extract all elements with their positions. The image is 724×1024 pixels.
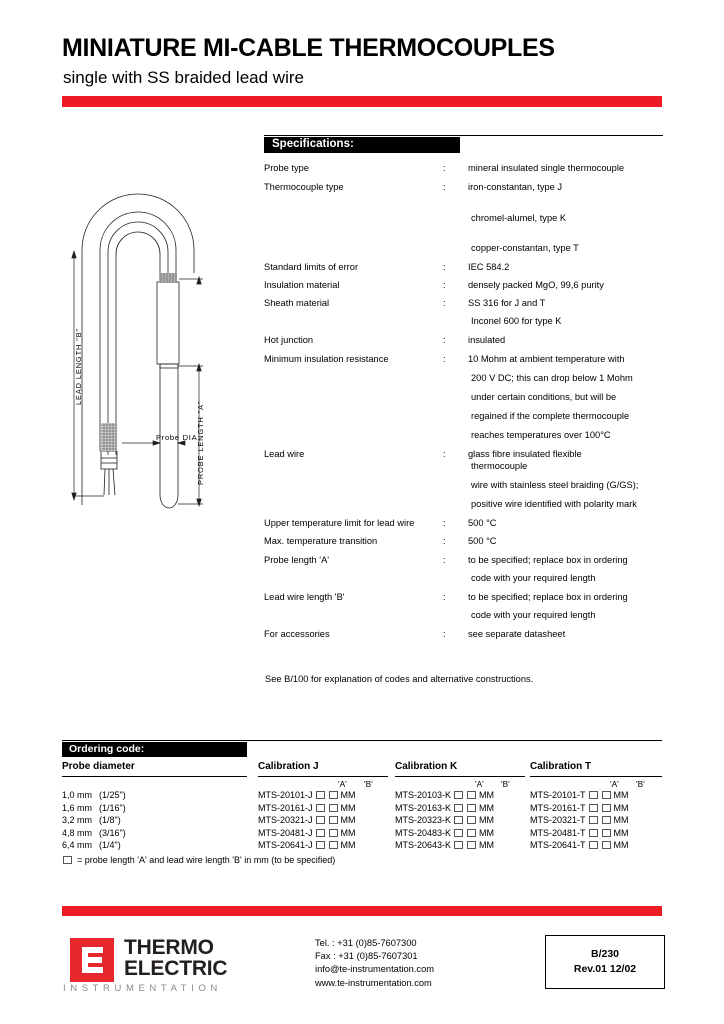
length-a-checkbox[interactable]	[589, 841, 598, 849]
length-a-checkbox[interactable]	[454, 804, 463, 812]
spec-colon: :	[443, 449, 446, 459]
spec-value: 500 °C	[468, 536, 497, 546]
spec-value: thermocouple	[471, 461, 528, 471]
diameter-inch: (1/4")	[99, 840, 121, 850]
sub-header-b: 'B'	[636, 779, 645, 789]
ordering-footnote	[62, 855, 335, 865]
specifications-rule	[264, 135, 663, 136]
ordering-code-cell	[258, 803, 356, 813]
ordering-code-cell	[395, 803, 494, 813]
ordering-code: MTS-20481-J	[258, 827, 313, 838]
spec-value: see separate datasheet	[468, 629, 566, 639]
ordering-code-cell	[530, 803, 629, 813]
ordering-code: MTS-20101-J	[258, 790, 313, 800]
ordering-code: MTS-20101-T	[530, 790, 586, 800]
length-a-checkbox[interactable]	[454, 841, 463, 849]
probe-diameter-cell	[62, 840, 121, 850]
spec-value: 200 V DC; this can drop below 1 Mohm	[471, 373, 633, 383]
length-a-checkbox[interactable]	[454, 829, 463, 837]
column-header-calibration-t: Calibration T	[530, 761, 592, 772]
specifications-heading-label: Specifications:	[272, 138, 354, 150]
checkbox-icon	[63, 856, 72, 864]
ordering-code-suffix: MM	[613, 815, 629, 825]
ordering-code-cell	[258, 840, 356, 850]
ordering-code-cell	[258, 790, 356, 800]
length-a-checkbox[interactable]	[589, 816, 598, 824]
ordering-code-cell	[395, 790, 494, 800]
length-b-checkbox[interactable]	[602, 791, 611, 799]
length-b-checkbox[interactable]	[602, 816, 611, 824]
spec-value: IEC 584.2	[468, 262, 510, 272]
ordering-code-cell	[395, 815, 494, 825]
ordering-code-suffix: MM	[479, 815, 495, 825]
ordering-code-cell	[530, 828, 629, 838]
spec-value: code with your required length	[471, 573, 596, 583]
probe-length-label: PROBE LENGTH "A"	[196, 400, 205, 485]
ordering-code: MTS-20481-T	[530, 827, 586, 838]
thermocouple-diagram-svg	[60, 155, 270, 515]
length-a-checkbox[interactable]	[316, 816, 325, 824]
length-b-checkbox[interactable]	[602, 804, 611, 812]
calibration-j-header-rule	[258, 776, 388, 777]
length-b-checkbox[interactable]	[329, 804, 338, 812]
contact-tel: Tel. : +31 (0)85-7607300	[315, 938, 417, 948]
length-b-checkbox[interactable]	[467, 816, 476, 824]
spec-label: Lead wire	[264, 449, 305, 459]
spec-colon: :	[443, 335, 446, 345]
spec-value: to be specified; replace box in ordering	[468, 592, 628, 602]
spec-label: For accessories	[264, 629, 330, 639]
ordering-heading	[62, 742, 247, 757]
ordering-code-suffix: MM	[340, 840, 356, 850]
spec-value: Inconel 600 for type K	[471, 316, 562, 326]
spec-colon: :	[443, 354, 446, 364]
ordering-code-suffix: MM	[479, 790, 495, 800]
ordering-code-cell	[395, 840, 494, 850]
document-code: B/230	[590, 948, 620, 960]
diameter-mm: 1,6 mm	[62, 802, 93, 813]
spec-label: Upper temperature limit for lead wire	[264, 518, 415, 528]
spec-value: wire with stainless steel braiding (G/GS);	[471, 480, 639, 490]
diameter-mm: 6,4 mm	[62, 840, 93, 850]
logo-text-instrumentation: INSTRUMENTATION	[63, 983, 222, 994]
spec-label: Minimum insulation resistance	[264, 354, 389, 364]
ordering-code-suffix: MM	[613, 827, 629, 838]
product-drawing	[60, 155, 270, 520]
spec-colon: :	[443, 182, 446, 192]
ordering-code-suffix: MM	[479, 827, 495, 838]
diameter-mm: 3,2 mm	[62, 815, 93, 825]
length-a-checkbox[interactable]	[316, 829, 325, 837]
spec-value: chromel-alumel, type K	[471, 213, 567, 223]
logo-text-electric: ELECTRIC	[124, 957, 228, 980]
spec-colon: :	[443, 536, 446, 546]
ordering-code: MTS-20641-T	[530, 840, 586, 850]
page-subtitle: single with SS braided lead wire	[63, 68, 304, 87]
spec-value: densely packed MgO, 99,6 purity	[468, 280, 604, 290]
ordering-code-cell	[530, 790, 629, 800]
column-header-diameter: Probe diameter	[62, 761, 135, 772]
column-header-calibration-j: Calibration J	[258, 761, 319, 772]
sub-header-b: 'B'	[501, 779, 510, 789]
ordering-code: MTS-20323-K	[395, 815, 452, 825]
length-a-checkbox[interactable]	[589, 829, 598, 837]
ordering-code-cell	[258, 828, 356, 838]
ordering-code: MTS-20321-J	[258, 815, 313, 825]
diameter-mm: 4,8 mm	[62, 827, 93, 838]
ordering-rule	[62, 740, 662, 741]
spec-colon: :	[443, 262, 446, 272]
spec-colon: :	[443, 163, 446, 173]
codes-note: See B/100 for explanation of codes and alternative constructions.	[265, 674, 534, 684]
spec-value: under certain conditions, but will be	[471, 392, 617, 402]
ordering-code: MTS-20161-T	[530, 802, 586, 813]
footer-accent-bar	[62, 906, 662, 916]
length-a-checkbox[interactable]	[454, 791, 463, 799]
ordering-code-cell	[258, 815, 356, 825]
length-b-checkbox[interactable]	[467, 841, 476, 849]
spec-colon: :	[443, 555, 446, 565]
contact-email[interactable]: info@te-instrumentation.com	[315, 964, 434, 975]
spec-colon: :	[443, 298, 446, 308]
diameter-mm: 1,0 mm	[62, 790, 93, 800]
length-b-checkbox[interactable]	[329, 841, 338, 849]
ordering-code: MTS-20161-J	[258, 802, 313, 813]
spec-label: Probe length 'A'	[264, 555, 330, 565]
ordering-code-suffix: MM	[340, 802, 356, 813]
page-title: MINIATURE MI-CABLE THERMOCOUPLES	[62, 34, 555, 62]
ordering-code-suffix: MM	[340, 827, 356, 838]
spec-value: SS 316 for J and T	[468, 298, 546, 308]
length-a-checkbox[interactable]	[454, 816, 463, 824]
spec-label: Standard limits of error	[264, 262, 359, 272]
length-b-checkbox[interactable]	[329, 816, 338, 824]
ordering-heading-label: Ordering code:	[69, 743, 145, 755]
spec-value: copper-constantan, type T	[471, 243, 579, 253]
header-accent-bar	[62, 96, 662, 107]
probe-dia-label: Probe DIA	[156, 433, 198, 442]
contact-website[interactable]: www.te-instrumentation.com	[315, 977, 432, 988]
diameter-header-rule	[62, 776, 247, 777]
ordering-code-cell	[530, 840, 629, 850]
length-b-checkbox[interactable]	[467, 804, 476, 812]
ordering-code-suffix: MM	[479, 840, 495, 850]
spec-label: Hot junction	[264, 335, 314, 345]
length-b-checkbox[interactable]	[467, 791, 476, 799]
spec-value: 10 Mohm at ambient temperature with	[468, 354, 625, 364]
spec-value: to be specified; replace box in ordering	[468, 555, 628, 565]
ordering-code-suffix: MM	[340, 790, 356, 800]
sub-header-b: 'B'	[364, 779, 373, 789]
ordering-code-suffix: MM	[479, 802, 495, 813]
probe-diameter-cell	[62, 828, 126, 838]
logo-text-thermo: THERMO	[124, 936, 214, 959]
length-b-checkbox[interactable]	[602, 829, 611, 837]
diameter-inch: (1/25")	[99, 790, 126, 800]
length-a-checkbox[interactable]	[316, 841, 325, 849]
spec-value: regained if the complete thermocouple	[471, 411, 630, 421]
spec-label: Sheath material	[264, 298, 330, 308]
spec-value: mineral insulated single thermocouple	[468, 163, 625, 173]
diameter-inch: (1/8")	[99, 815, 121, 825]
calibration-t-header-rule	[530, 776, 662, 777]
spec-label: Thermocouple type	[264, 182, 344, 192]
spec-value: reaches temperatures over 100°C	[471, 430, 611, 440]
ordering-code: MTS-20641-J	[258, 840, 313, 850]
diameter-inch: (1/16")	[99, 802, 126, 813]
length-b-checkbox[interactable]	[467, 829, 476, 837]
spec-label: Probe type	[264, 163, 309, 173]
spec-colon: :	[443, 592, 446, 602]
probe-diameter-cell	[62, 815, 121, 825]
sub-header-a: 'A'	[475, 779, 484, 789]
sub-header-a: 'A'	[338, 779, 347, 789]
lead-length-label: LEAD LENGTH "B"	[74, 327, 83, 405]
spec-value: code with your required length	[471, 610, 596, 620]
braid-texture	[101, 273, 177, 451]
length-a-checkbox[interactable]	[316, 804, 325, 812]
ordering-code-suffix: MM	[613, 802, 629, 813]
spec-colon: :	[443, 629, 446, 639]
length-a-checkbox[interactable]	[316, 791, 325, 799]
calibration-k-header-rule	[395, 776, 525, 777]
spec-value: positive wire identified with polarity mark	[471, 499, 637, 509]
probe-diameter-cell	[62, 790, 126, 800]
spec-label: Lead wire length 'B'	[264, 592, 345, 602]
ordering-code-suffix: MM	[613, 790, 629, 800]
spec-colon: :	[443, 518, 446, 528]
length-b-checkbox[interactable]	[329, 791, 338, 799]
ordering-code-suffix: MM	[613, 840, 629, 850]
diameter-inch: (3/16")	[99, 827, 126, 838]
ordering-code-cell	[530, 815, 629, 825]
ordering-code: MTS-20643-K	[395, 840, 452, 850]
thermo-electric-logo-icon	[70, 938, 114, 982]
length-b-checkbox[interactable]	[602, 841, 611, 849]
contact-fax: Fax : +31 (0)85-7607301	[315, 951, 418, 962]
document-revision: Rev.01 12/02	[573, 963, 637, 975]
ordering-code: MTS-20163-K	[395, 802, 452, 813]
ordering-code: MTS-20321-T	[530, 815, 586, 825]
ordering-code-cell	[395, 828, 494, 838]
length-a-checkbox[interactable]	[589, 791, 598, 799]
spec-colon: :	[443, 280, 446, 290]
ordering-code-suffix: MM	[340, 815, 356, 825]
column-header-calibration-k: Calibration K	[395, 761, 458, 772]
spec-label: Insulation material	[264, 280, 340, 290]
contact-block	[315, 937, 434, 990]
sub-header-a: 'A'	[610, 779, 619, 789]
specifications-heading	[264, 137, 460, 153]
spec-label: Max. temperature transition	[264, 536, 378, 546]
ordering-code: MTS-20483-K	[395, 827, 452, 838]
document-revision-box	[545, 935, 665, 989]
spec-value: 500 °C	[468, 518, 497, 528]
spec-value: iron-constantan, type J	[468, 182, 563, 192]
ordering-code: MTS-20103-K	[395, 790, 452, 800]
probe-diameter-cell	[62, 803, 126, 813]
spec-value: glass fibre insulated flexible	[468, 449, 582, 459]
spec-value: insulated	[468, 335, 506, 345]
length-b-checkbox[interactable]	[329, 829, 338, 837]
length-a-checkbox[interactable]	[589, 804, 598, 812]
ordering-footnote-text: = probe length 'A' and lead wire length 'B' in mm (to be specified)	[77, 855, 336, 865]
